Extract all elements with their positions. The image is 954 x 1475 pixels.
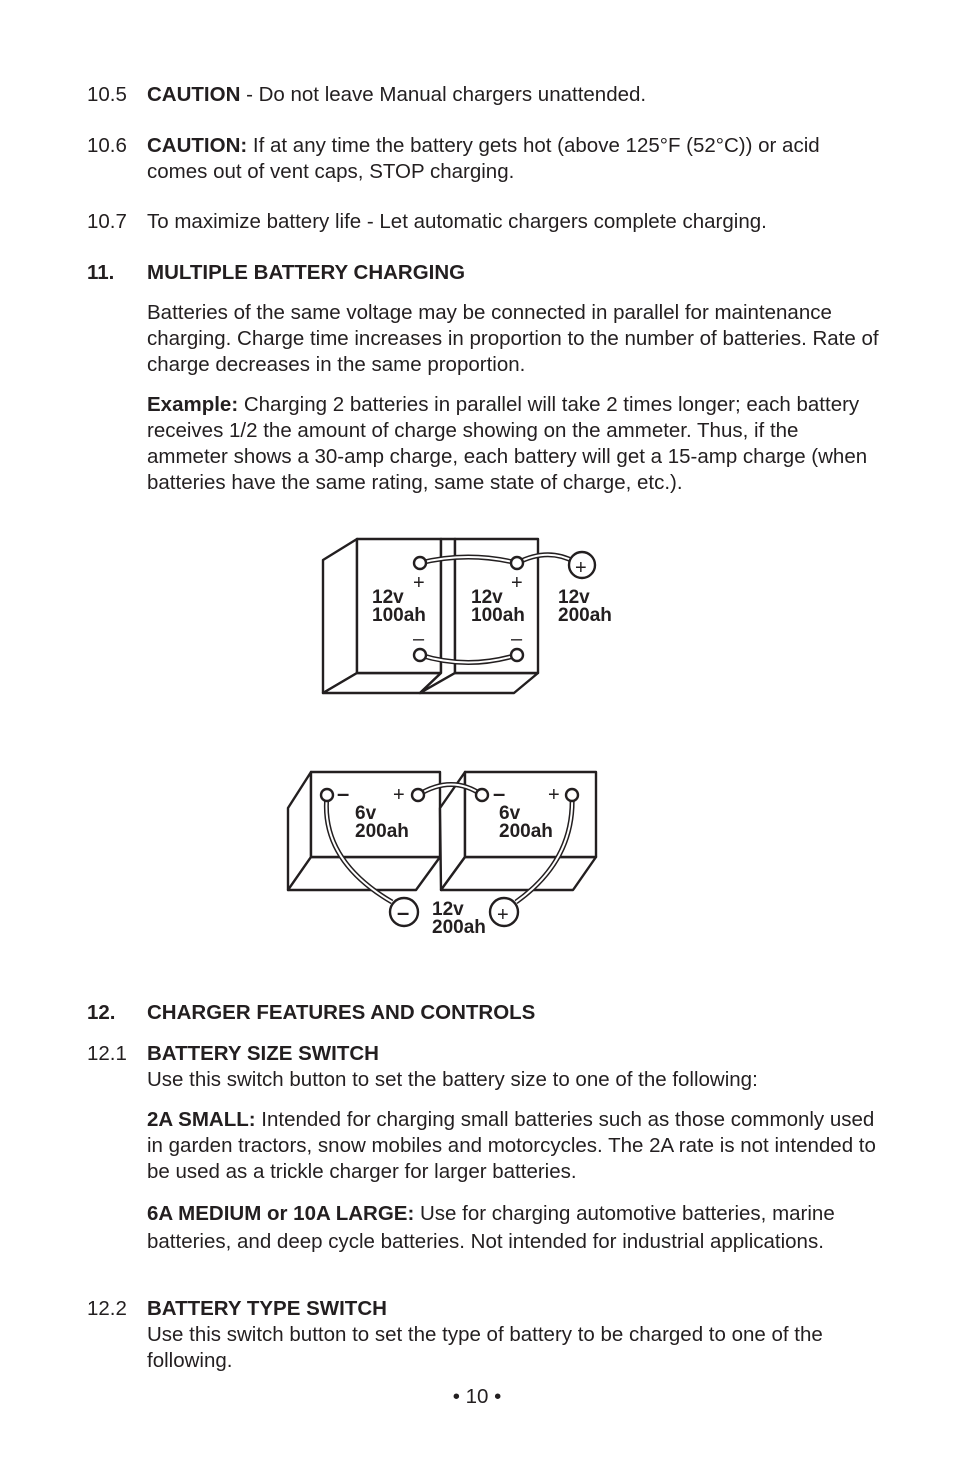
result-capacity-label: 200ah [558,605,612,626]
example-text: Charging 2 batteries in parallel will take 2 times longer; each battery receives 1/2 the amount of charge showing on the ammeter. Thus, if the ammeter shows a 30-amp charge, each battery will get a 15-amp charge (when batteries have the same rating, same state of charge, etc.). [147,393,868,494]
minus-sign: – [337,781,350,806]
battery-voltage-label: 6v [355,803,377,824]
subsection-title-battery-size-switch: BATTERY SIZE SWITCH [147,1042,379,1065]
caution-label: CAUTION: [147,134,248,157]
section-number-12-2: 12.2 [87,1297,127,1320]
battery-voltage-label: 12v [471,587,503,608]
small-setting-label: 2A SMALL: [147,1108,256,1131]
section-title-multiple-battery-charging: MULTIPLE BATTERY CHARGING [147,261,466,284]
negative-terminal [476,789,488,801]
battery-size-intro: Use this switch button to set the battery size to one of the following: [147,1068,758,1091]
positive-terminal [566,789,578,801]
battery-capacity-label: 100ah [372,605,426,626]
section-number-10-7: 10.7 [87,210,127,233]
example-label: Example: [147,393,239,416]
page-number: • 10 • [452,1385,502,1408]
section-number-12: 12. [87,1001,116,1024]
positive-terminal [414,557,426,569]
small-setting-paragraph [147,1107,882,1185]
battery-type-intro: Use this switch button to set the type of battery to be charged to one of the following. [147,1323,823,1372]
positive-terminal [412,789,424,801]
battery-voltage-label: 12v [372,587,404,608]
plus-sign: + [511,572,523,594]
section-title-charger-features: CHARGER FEATURES AND CONTROLS [147,1001,536,1024]
battery-capacity-label: 200ah [499,821,553,842]
plus-sign: + [575,557,587,579]
minus-sign: – [511,628,523,650]
section-number-10-6: 10.6 [87,134,127,157]
battery-bottom-face [441,857,596,890]
battery-front-face [465,772,596,857]
minus-sign: – [413,628,425,650]
battery-capacity-label: 100ah [471,605,525,626]
section-number-11: 11. [87,261,115,284]
negative-terminal [414,649,426,661]
medium-large-setting-text: Use for charging automotive batteries, marine batteries, and deep cycle batteries. Not intended for industrial applications. [147,1202,835,1253]
section-number-12-1: 12.1 [87,1042,127,1065]
result-capacity-label: 200ah [432,917,486,938]
parallel-charging-paragraph: Batteries of the same voltage may be connected in parallel for maintenance charging. Charge time increases in proportion to the number of batteries. Rate of charge decreases in the same proportion. [147,301,879,376]
small-setting-text: Intended for charging small batteries such as those commonly used in garden tractors, snow mobiles and motorcycles. The 2A rate is not intended to be used as a trickle charger for larger batteries. [147,1108,876,1183]
section-number-10-5: 10.5 [87,83,127,106]
plus-sign: + [393,784,405,806]
negative-terminal [511,649,523,661]
result-voltage-label: 12v [432,899,464,920]
battery-capacity-label: 200ah [355,821,409,842]
medium-large-setting-paragraph [147,1200,882,1256]
caution-label: CAUTION [147,83,241,106]
caution-text: - Do not leave Manual chargers unattended. [240,83,647,106]
caution-text: If at any time the battery gets hot (above 125°F (52°C)) or acid comes out of vent caps, STOP charging. [147,134,820,183]
minus-sign: – [397,900,410,925]
parallel-diagram [323,539,595,693]
battery-life-note: To maximize battery life - Let automatic chargers complete charging. [147,210,767,233]
minus-sign: – [493,781,506,806]
battery-voltage-label: 6v [499,803,521,824]
plus-sign: + [497,904,509,926]
medium-large-setting-label: 6A MEDIUM or 10A LARGE: [147,1202,415,1225]
plus-sign: + [413,572,425,594]
negative-terminal [321,789,333,801]
battery-side-face [323,539,357,693]
subsection-title-battery-type-switch: BATTERY TYPE SWITCH [147,1297,387,1320]
plus-sign: + [548,784,560,806]
result-voltage-label: 12v [558,587,590,608]
positive-terminal [511,557,523,569]
